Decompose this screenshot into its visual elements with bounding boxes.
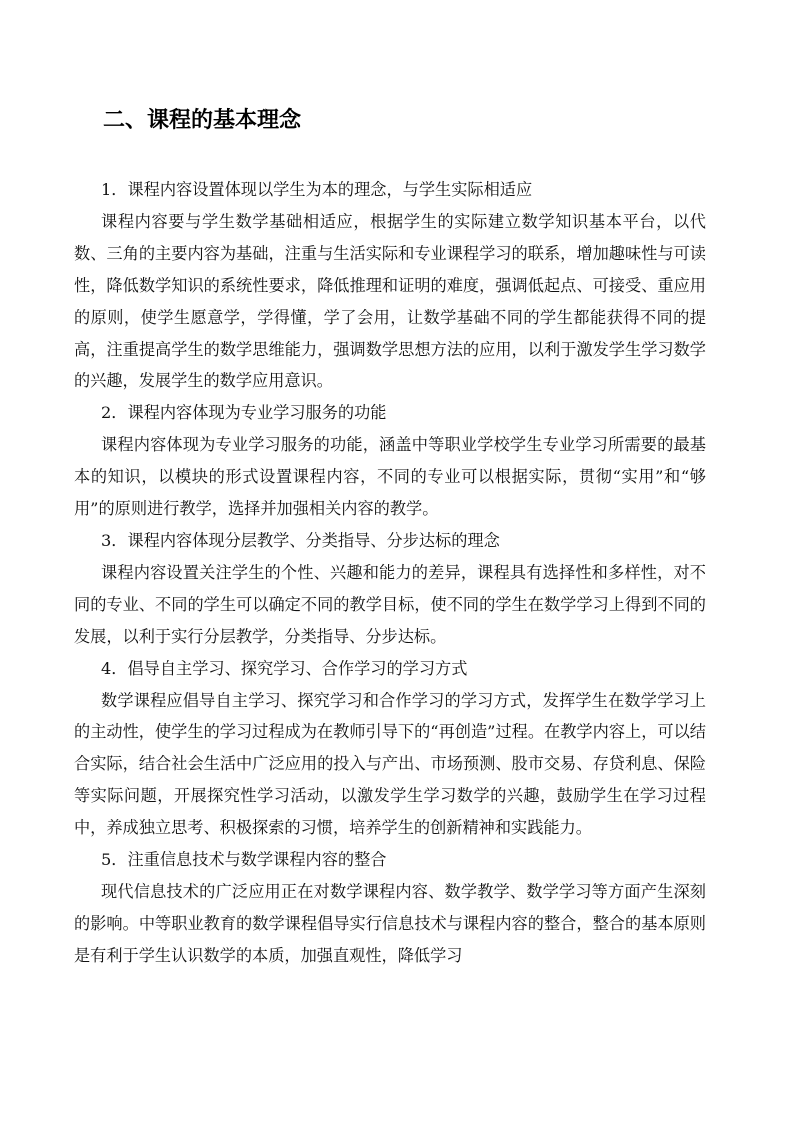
subsection-heading-3: 3．课程内容体现分层教学、分类指导、分步达标的理念 xyxy=(101,530,500,550)
section-title: 二、课程的基本理念 xyxy=(103,108,302,133)
subsection-heading-4: 4．倡导自主学习、探究学习、合作学习的学习方式 xyxy=(101,658,468,678)
subsection-paragraph-5: 现代信息技术的广泛应用正在对数学课程内容、数学教学、数学学习等方面产生深刻的影响。中等职业教育的数学课程倡导实行信息技术与课程内容的整合，整合的基本原则是有利于学生认识数学的本质，加强直观性，降低学习 xyxy=(74,881,706,965)
subsection-heading-5: 5．注重信息技术与数学课程内容的整合 xyxy=(101,850,387,870)
subsection-paragraph-2: 课程内容体现为专业学习服务的功能，涵盖中等职业学校学生专业学习所需要的最基本的知识，以模块的形式设置课程内容，不同的专业可以根据实际，贯彻“实用”和“够用”的原则进行教学，选择并加强相关内容的教学。 xyxy=(74,435,706,519)
document-body xyxy=(74,174,706,972)
subsection-paragraph-1: 课程内容要与学生数学基础相适应，根据学生的实际建立数学知识基本平台，以代数、三角的主要内容为基础，注重与生活实际和专业课程学习的联系，增加趣味性与可读性，降低数学知识的系统性要求，降低推理和证明的难度，强调低起点、可接受、重应用的原则，使学生愿意学，学得懂，学了会用，让数学基础不同的学生都能获得不同的提高，注重提高学生的数学思维能力，强调数学思想方法的应用，以利于激发学生学习数学的兴趣，发展学生的数学应用意识。 xyxy=(74,211,706,391)
subsection-heading-2: 2．课程内容体现为专业学习服务的功能 xyxy=(101,403,387,423)
subsection-heading-1: 1．课程内容设置体现以学生为本的理念，与学生实际相适应 xyxy=(101,180,533,199)
subsection-paragraph-3: 课程内容设置关注学生的个性、兴趣和能力的差异，课程具有选择性和多样性，对不同的专业、不同的学生可以确定不同的教学目标，使不同的学生在数学学习上得到不同的发展，以利于实行分层教学，分类指导、分步达标。 xyxy=(74,562,706,646)
subsection-paragraph-4: 数学课程应倡导自主学习、探究学习和合作学习的学习方式，发挥学生在数学学习上的主动性，使学生的学习过程成为在教师引导下的“再创造”过程。在教学内容上，可以结合实际，结合社会生活中广泛应用的投入与产出、市场预测、股市交易、存贷利息、保险等实际问题，开展探究性学习活动，以激发学生学习数学的兴趣，鼓励学生在学习过程中，养成独立思考、积极探索的习惯，培养学生的创新精神和实践能力。 xyxy=(74,690,706,838)
